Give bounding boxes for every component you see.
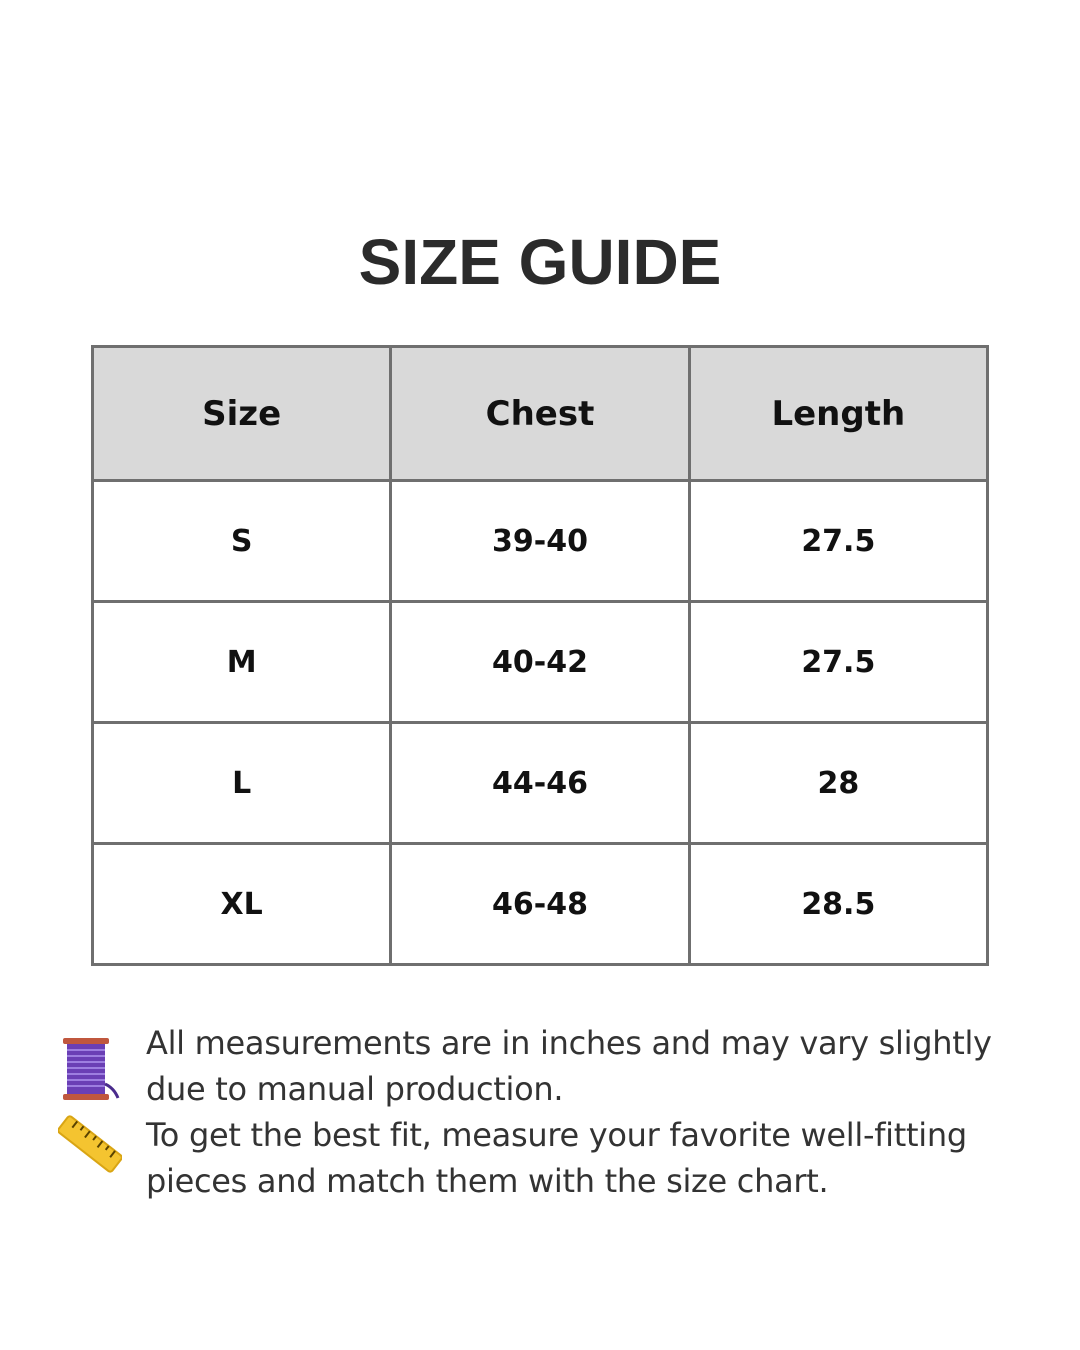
note-best-fit-text: To get the best fit, measure your favorite well-fitting pieces and match them with the size chart.: [146, 1116, 967, 1200]
table-row: [93, 844, 988, 965]
cell-length: 28: [689, 723, 987, 844]
table-header-row: [93, 347, 988, 481]
table-row: [93, 481, 988, 602]
cell-length: 27.5: [689, 602, 987, 723]
table-row: [93, 602, 988, 723]
notes-section: [58, 1020, 1018, 1204]
cell-chest: 46-48: [391, 844, 689, 965]
note-best-fit: [58, 1112, 1018, 1204]
thread-spool-icon: [58, 1038, 122, 1102]
ruler-icon: [58, 1112, 122, 1176]
cell-size: S: [93, 481, 391, 602]
cell-chest: 44-46: [391, 723, 689, 844]
table-row: [93, 723, 988, 844]
page-title: SIZE GUIDE: [358, 226, 722, 298]
cell-size: L: [93, 723, 391, 844]
cell-size: M: [93, 602, 391, 723]
cell-chest: 39-40: [391, 481, 689, 602]
header-length: Length: [689, 347, 987, 481]
note-measurements: [58, 1020, 1018, 1112]
note-measurements-text: All measurements are in inches and may vary slightly due to manual production.: [146, 1024, 992, 1108]
cell-length: 27.5: [689, 481, 987, 602]
header-size: Size: [93, 347, 391, 481]
cell-chest: 40-42: [391, 602, 689, 723]
cell-length: 28.5: [689, 844, 987, 965]
cell-size: XL: [93, 844, 391, 965]
size-chart-table: [91, 345, 989, 966]
header-chest: Chest: [391, 347, 689, 481]
